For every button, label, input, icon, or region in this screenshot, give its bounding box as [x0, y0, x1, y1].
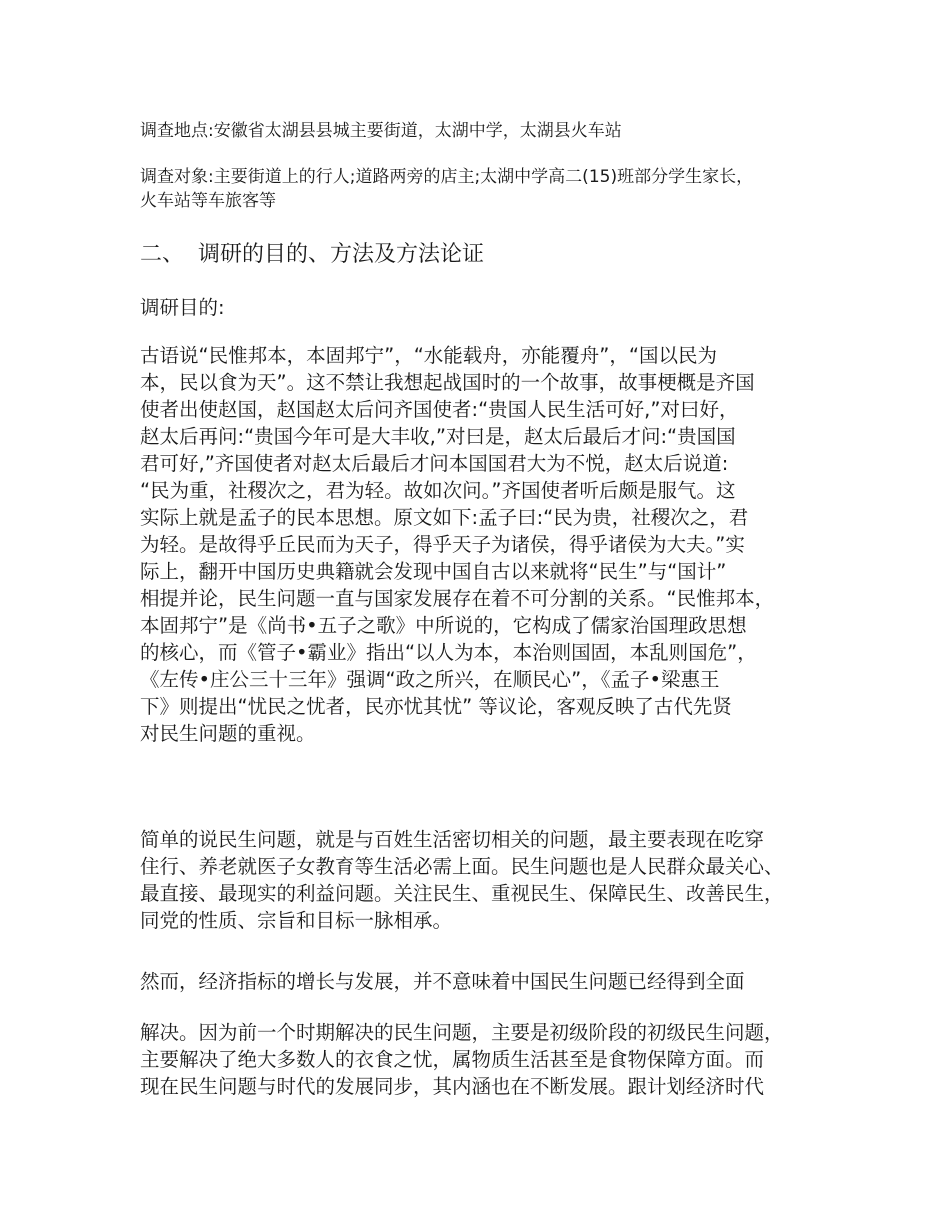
- survey-location-line: 调查地点:安徽省太湖县县城主要街道，太湖中学，太湖县火车站: [140, 121, 622, 141]
- survey-objects-line: 火车站等车旅客等: [140, 191, 276, 211]
- paragraph-line: 简单的说民生问题，就是与百姓生活密切相关的问题，最主要表现在吃穿: [140, 828, 765, 851]
- paragraph-line: 为轻。是故得乎丘民而为天子，得乎天子为诸侯，得乎诸侯为大夫。”实: [140, 533, 745, 556]
- paragraph-ancient: [140, 342, 774, 747]
- purpose-label-text: 调研目的:: [140, 296, 225, 319]
- paragraph-line: 赵太后再问:“贵国今年可是大丰收,”对曰是，赵太后最后才问:“贵国国: [140, 425, 736, 448]
- survey-objects: [140, 165, 753, 213]
- section-heading: [140, 240, 484, 270]
- survey-location: [140, 119, 622, 143]
- paragraph-line: 解决。因为前一个时期解决的民生问题，主要是初级阶段的初级民生问题，: [140, 1021, 784, 1044]
- paragraph-line: 君可好,”齐国使者对赵太后最后才问本国国君大为不悦，赵太后说道:: [140, 452, 729, 475]
- paragraph-line: 对民生问题的重视。: [140, 722, 316, 745]
- paragraph-however: [140, 968, 745, 995]
- paragraph-simple: [140, 826, 784, 934]
- paragraph-line: 现在民生问题与时代的发展同步，其内涵也在不断发展。跟计划经济时代: [140, 1075, 765, 1098]
- paragraph-line: 相提并论，民生问题一直与国家发展存在着不可分割的关系。“民惟邦本，: [140, 587, 775, 610]
- paragraph-line: 际上，翻开中国历史典籍就会发现中国自古以来就将“民生”与“国计”: [140, 560, 727, 583]
- paragraph-line: 古语说“民惟邦本，本固邦宁”，“水能载舟，亦能覆舟”，“国以民为: [140, 344, 718, 367]
- paragraph-line: 同党的性质、宗旨和目标一脉相承。: [140, 909, 453, 932]
- paragraph-line: 然而，经济指标的增长与发展，并不意味着中国民生问题已经得到全面: [140, 970, 745, 993]
- paragraph-line: 的核心，而《管子•霸业》指出“以人为本，本治则国固，本乱则国危”，: [140, 641, 757, 664]
- paragraph-line: 《左传•庄公三十三年》强调“政之所兴，在顺民心”，《孟子•梁惠王: [140, 668, 720, 691]
- paragraph-line: “民为重，社稷次之，君为轻。故如次问。”齐国使者听后颇是服气。这: [140, 479, 736, 502]
- section-title: 调研的目的、方法及方法论证: [198, 242, 485, 267]
- paragraph-line: 实际上就是孟子的民本思想。原文如下:孟子曰:“民为贵，社稷次之，君: [140, 506, 749, 529]
- paragraph-line: 本固邦宁”是《尚书•五子之歌》中所说的，它构成了儒家治国理政思想: [140, 614, 747, 637]
- section-number: 二、: [140, 242, 185, 267]
- paragraph-line: 最直接、最现实的利益问题。关注民生、重视民生、保障民生、改善民生，: [140, 882, 784, 905]
- paragraph-line: 使者出使赵国，赵国赵太后问齐国使者:“贵国人民生活可好,”对曰好，: [140, 398, 739, 421]
- paragraph-line: 下》则提出“忧民之忧者，民亦忧其忧” 等议论，客观反映了古代先贤: [140, 695, 732, 718]
- survey-objects-line: 调查对象:主要街道上的行人;道路两旁的店主;太湖中学高二(15)班部分学生家长，: [140, 167, 754, 187]
- paragraph-line: 主要解决了绝大多数人的衣食之忧，属物质生活甚至是食物保障方面。而: [140, 1048, 765, 1071]
- paragraph-line: 住行、养老就医子女教育等生活必需上面。民生问题也是人民群众最关心、: [140, 855, 784, 878]
- purpose-label: [140, 294, 225, 321]
- paragraph-solve: [140, 1019, 784, 1100]
- paragraph-line: 本，民以食为天”。这不禁让我想起战国时的一个故事，故事梗概是齐国: [140, 371, 755, 394]
